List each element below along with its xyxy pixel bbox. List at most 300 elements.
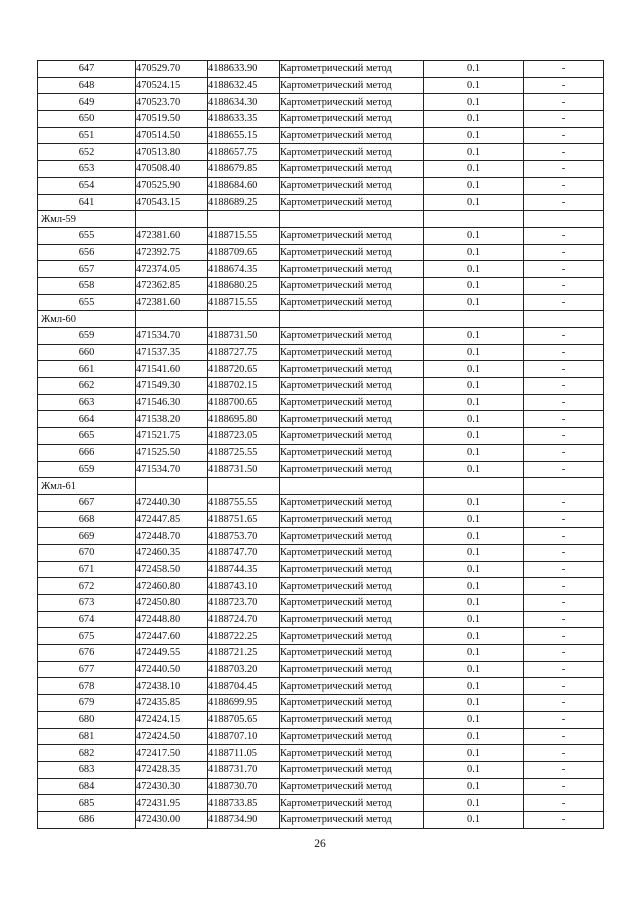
method-cell: Картометрический метод (280, 161, 424, 178)
description-cell: - (524, 161, 604, 178)
method-cell: Картометрический метод (280, 544, 424, 561)
description-cell: - (524, 578, 604, 595)
description-cell: - (524, 394, 604, 411)
description-cell: - (524, 378, 604, 395)
table-row (38, 728, 604, 745)
method-cell: Картометрический метод (280, 595, 424, 612)
y-coordinate-cell: 4188674.35 (208, 261, 280, 278)
accuracy-cell: 0.1 (424, 561, 524, 578)
x-coordinate-cell: 472430.00 (136, 811, 208, 828)
method-cell: Картометрический метод (280, 795, 424, 812)
x-coordinate-cell: 472381.60 (136, 227, 208, 244)
description-cell: - (524, 811, 604, 828)
x-coordinate-cell: 472430.30 (136, 778, 208, 795)
table-row (38, 344, 604, 361)
method-cell: Картометрический метод (280, 628, 424, 645)
accuracy-cell: 0.1 (424, 461, 524, 478)
y-coordinate-cell: 4188633.90 (208, 61, 280, 78)
point-number-cell: 678 (38, 678, 136, 695)
y-coordinate-cell: 4188709.65 (208, 244, 280, 261)
y-coordinate-cell: 4188680.25 (208, 277, 280, 294)
point-number-cell: 673 (38, 595, 136, 612)
point-number-cell: 661 (38, 361, 136, 378)
accuracy-cell: 0.1 (424, 261, 524, 278)
accuracy-cell: 0.1 (424, 628, 524, 645)
point-number-cell: 648 (38, 77, 136, 94)
table-row (38, 711, 604, 728)
x-coordinate-cell: 472440.30 (136, 494, 208, 511)
method-cell: Картометрический метод (280, 811, 424, 828)
accuracy-cell: 0.1 (424, 444, 524, 461)
description-cell: - (524, 61, 604, 78)
point-number-cell: 664 (38, 411, 136, 428)
group-label: Жмл-59 (38, 211, 136, 228)
coordinates-table (37, 60, 604, 829)
table-row (38, 277, 604, 294)
x-coordinate-cell: 472392.75 (136, 244, 208, 261)
method-cell: Картометрический метод (280, 695, 424, 712)
method-cell: Картометрический метод (280, 461, 424, 478)
x-coordinate-cell: 472435.85 (136, 695, 208, 712)
table-row (38, 595, 604, 612)
y-coordinate-cell: 4188634.30 (208, 94, 280, 111)
method-cell: Картометрический метод (280, 494, 424, 511)
x-coordinate-cell: 472428.35 (136, 761, 208, 778)
x-coordinate-cell: 472448.70 (136, 528, 208, 545)
description-cell: - (524, 127, 604, 144)
x-coordinate-cell: 470543.15 (136, 194, 208, 211)
point-number-cell: 685 (38, 795, 136, 812)
x-coordinate-cell: 471549.30 (136, 378, 208, 395)
method-cell: Картометрический метод (280, 778, 424, 795)
point-number-cell: 677 (38, 661, 136, 678)
table-row (38, 161, 604, 178)
table-row (38, 127, 604, 144)
method-cell: Картометрический метод (280, 61, 424, 78)
accuracy-cell: 0.1 (424, 728, 524, 745)
table-row (38, 328, 604, 345)
x-coordinate-cell: 472440.50 (136, 661, 208, 678)
y-coordinate-cell: 4188723.70 (208, 595, 280, 612)
point-number-cell: 670 (38, 544, 136, 561)
point-number-cell: 679 (38, 695, 136, 712)
empty-cell (208, 311, 280, 328)
x-coordinate-cell: 471537.35 (136, 344, 208, 361)
point-number-cell: 655 (38, 227, 136, 244)
table-row (38, 378, 604, 395)
y-coordinate-cell: 4188743.10 (208, 578, 280, 595)
accuracy-cell: 0.1 (424, 611, 524, 628)
accuracy-cell: 0.1 (424, 361, 524, 378)
description-cell: - (524, 511, 604, 528)
x-coordinate-cell: 472447.60 (136, 628, 208, 645)
method-cell: Картометрический метод (280, 561, 424, 578)
method-cell: Картометрический метод (280, 611, 424, 628)
method-cell: Картометрический метод (280, 261, 424, 278)
y-coordinate-cell: 4188731.70 (208, 761, 280, 778)
method-cell: Картометрический метод (280, 661, 424, 678)
point-number-cell: 649 (38, 94, 136, 111)
accuracy-cell: 0.1 (424, 595, 524, 612)
point-number-cell: 656 (38, 244, 136, 261)
y-coordinate-cell: 4188695.80 (208, 411, 280, 428)
method-cell: Картометрический метод (280, 428, 424, 445)
method-cell: Картометрический метод (280, 127, 424, 144)
table-row (38, 544, 604, 561)
accuracy-cell: 0.1 (424, 77, 524, 94)
table-row (38, 77, 604, 94)
x-coordinate-cell: 472431.95 (136, 795, 208, 812)
description-cell: - (524, 528, 604, 545)
y-coordinate-cell: 4188705.65 (208, 711, 280, 728)
table-row (38, 695, 604, 712)
description-cell: - (524, 645, 604, 662)
x-coordinate-cell: 470513.80 (136, 144, 208, 161)
y-coordinate-cell: 4188744.35 (208, 561, 280, 578)
x-coordinate-cell: 472447.85 (136, 511, 208, 528)
x-coordinate-cell: 471534.70 (136, 461, 208, 478)
description-cell: - (524, 111, 604, 128)
table-row (38, 795, 604, 812)
point-number-cell: 666 (38, 444, 136, 461)
x-coordinate-cell: 472458.50 (136, 561, 208, 578)
y-coordinate-cell: 4188707.10 (208, 728, 280, 745)
empty-cell (208, 211, 280, 228)
accuracy-cell: 0.1 (424, 411, 524, 428)
empty-cell (524, 478, 604, 495)
method-cell: Картометрический метод (280, 745, 424, 762)
point-number-cell: 675 (38, 628, 136, 645)
description-cell: - (524, 344, 604, 361)
y-coordinate-cell: 4188755.55 (208, 494, 280, 511)
accuracy-cell: 0.1 (424, 61, 524, 78)
method-cell: Картометрический метод (280, 678, 424, 695)
group-header-row (38, 211, 604, 228)
y-coordinate-cell: 4188733.85 (208, 795, 280, 812)
accuracy-cell: 0.1 (424, 761, 524, 778)
accuracy-cell: 0.1 (424, 177, 524, 194)
method-cell: Картометрический метод (280, 728, 424, 745)
table-row (38, 244, 604, 261)
accuracy-cell: 0.1 (424, 711, 524, 728)
method-cell: Картометрический метод (280, 194, 424, 211)
x-coordinate-cell: 470524.15 (136, 77, 208, 94)
accuracy-cell: 0.1 (424, 795, 524, 812)
table-row (38, 611, 604, 628)
y-coordinate-cell: 4188715.55 (208, 227, 280, 244)
x-coordinate-cell: 471541.60 (136, 361, 208, 378)
table-row (38, 261, 604, 278)
description-cell: - (524, 728, 604, 745)
point-number-cell: 654 (38, 177, 136, 194)
method-cell: Картометрический метод (280, 294, 424, 311)
accuracy-cell: 0.1 (424, 127, 524, 144)
table-row (38, 394, 604, 411)
accuracy-cell: 0.1 (424, 194, 524, 211)
method-cell: Картометрический метод (280, 111, 424, 128)
empty-cell (280, 211, 424, 228)
y-coordinate-cell: 4188731.50 (208, 328, 280, 345)
description-cell: - (524, 428, 604, 445)
description-cell: - (524, 561, 604, 578)
y-coordinate-cell: 4188702.15 (208, 378, 280, 395)
table-row (38, 61, 604, 78)
table-row (38, 144, 604, 161)
empty-cell (524, 311, 604, 328)
point-number-cell: 653 (38, 161, 136, 178)
y-coordinate-cell: 4188730.70 (208, 778, 280, 795)
table-row (38, 811, 604, 828)
table-row (38, 778, 604, 795)
y-coordinate-cell: 4188734.90 (208, 811, 280, 828)
method-cell: Картометрический метод (280, 711, 424, 728)
description-cell: - (524, 277, 604, 294)
method-cell: Картометрический метод (280, 344, 424, 361)
y-coordinate-cell: 4188699.95 (208, 695, 280, 712)
point-number-cell: 641 (38, 194, 136, 211)
y-coordinate-cell: 4188689.25 (208, 194, 280, 211)
accuracy-cell: 0.1 (424, 428, 524, 445)
y-coordinate-cell: 4188751.65 (208, 511, 280, 528)
description-cell: - (524, 628, 604, 645)
accuracy-cell: 0.1 (424, 227, 524, 244)
description-cell: - (524, 227, 604, 244)
description-cell: - (524, 461, 604, 478)
accuracy-cell: 0.1 (424, 544, 524, 561)
accuracy-cell: 0.1 (424, 494, 524, 511)
table-row (38, 578, 604, 595)
method-cell: Картометрический метод (280, 277, 424, 294)
description-cell: - (524, 444, 604, 461)
y-coordinate-cell: 4188655.15 (208, 127, 280, 144)
method-cell: Картометрический метод (280, 94, 424, 111)
x-coordinate-cell: 470508.40 (136, 161, 208, 178)
x-coordinate-cell: 472362.85 (136, 277, 208, 294)
point-number-cell: 669 (38, 528, 136, 545)
accuracy-cell: 0.1 (424, 394, 524, 411)
x-coordinate-cell: 471538.20 (136, 411, 208, 428)
y-coordinate-cell: 4188684.60 (208, 177, 280, 194)
x-coordinate-cell: 470514.50 (136, 127, 208, 144)
accuracy-cell: 0.1 (424, 528, 524, 545)
description-cell: - (524, 194, 604, 211)
x-coordinate-cell: 470519.50 (136, 111, 208, 128)
point-number-cell: 667 (38, 494, 136, 511)
accuracy-cell: 0.1 (424, 745, 524, 762)
x-coordinate-cell: 470523.70 (136, 94, 208, 111)
x-coordinate-cell: 472438.10 (136, 678, 208, 695)
table-row (38, 511, 604, 528)
table-row (38, 294, 604, 311)
table-row (38, 494, 604, 511)
y-coordinate-cell: 4188700.65 (208, 394, 280, 411)
accuracy-cell: 0.1 (424, 344, 524, 361)
accuracy-cell: 0.1 (424, 244, 524, 261)
table-row (38, 94, 604, 111)
empty-cell (280, 311, 424, 328)
empty-cell (280, 478, 424, 495)
description-cell: - (524, 595, 604, 612)
point-number-cell: 665 (38, 428, 136, 445)
y-coordinate-cell: 4188711.05 (208, 745, 280, 762)
empty-cell (136, 478, 208, 495)
table-row (38, 661, 604, 678)
y-coordinate-cell: 4188720.65 (208, 361, 280, 378)
point-number-cell: 681 (38, 728, 136, 745)
y-coordinate-cell: 4188679.85 (208, 161, 280, 178)
y-coordinate-cell: 4188721.25 (208, 645, 280, 662)
point-number-cell: 676 (38, 645, 136, 662)
y-coordinate-cell: 4188727.75 (208, 344, 280, 361)
description-cell: - (524, 778, 604, 795)
empty-cell (136, 211, 208, 228)
method-cell: Картометрический метод (280, 378, 424, 395)
method-cell: Картометрический метод (280, 361, 424, 378)
x-coordinate-cell: 472381.60 (136, 294, 208, 311)
x-coordinate-cell: 470525.90 (136, 177, 208, 194)
accuracy-cell: 0.1 (424, 277, 524, 294)
empty-cell (424, 478, 524, 495)
x-coordinate-cell: 472424.15 (136, 711, 208, 728)
x-coordinate-cell: 471546.30 (136, 394, 208, 411)
page-number: 26 (314, 838, 326, 850)
method-cell: Картометрический метод (280, 144, 424, 161)
accuracy-cell: 0.1 (424, 111, 524, 128)
y-coordinate-cell: 4188703.20 (208, 661, 280, 678)
empty-cell (424, 311, 524, 328)
point-number-cell: 647 (38, 61, 136, 78)
point-number-cell: 686 (38, 811, 136, 828)
description-cell: - (524, 695, 604, 712)
table-row (38, 745, 604, 762)
accuracy-cell: 0.1 (424, 328, 524, 345)
description-cell: - (524, 244, 604, 261)
y-coordinate-cell: 4188632.45 (208, 77, 280, 94)
y-coordinate-cell: 4188723.05 (208, 428, 280, 445)
table-row (38, 645, 604, 662)
accuracy-cell: 0.1 (424, 578, 524, 595)
y-coordinate-cell: 4188725.55 (208, 444, 280, 461)
point-number-cell: 674 (38, 611, 136, 628)
method-cell: Картометрический метод (280, 444, 424, 461)
table-row (38, 461, 604, 478)
y-coordinate-cell: 4188704.45 (208, 678, 280, 695)
point-number-cell: 683 (38, 761, 136, 778)
method-cell: Картометрический метод (280, 244, 424, 261)
table-row (38, 678, 604, 695)
accuracy-cell: 0.1 (424, 94, 524, 111)
table-row (38, 561, 604, 578)
x-coordinate-cell: 472460.35 (136, 544, 208, 561)
table-row (38, 111, 604, 128)
method-cell: Картометрический метод (280, 77, 424, 94)
empty-cell (136, 311, 208, 328)
description-cell: - (524, 711, 604, 728)
y-coordinate-cell: 4188731.50 (208, 461, 280, 478)
accuracy-cell: 0.1 (424, 144, 524, 161)
table-row (38, 227, 604, 244)
table-row (38, 628, 604, 645)
description-cell: - (524, 328, 604, 345)
x-coordinate-cell: 472460.80 (136, 578, 208, 595)
group-header-row (38, 478, 604, 495)
x-coordinate-cell: 471534.70 (136, 328, 208, 345)
description-cell: - (524, 761, 604, 778)
description-cell: - (524, 745, 604, 762)
description-cell: - (524, 177, 604, 194)
y-coordinate-cell: 4188657.75 (208, 144, 280, 161)
description-cell: - (524, 544, 604, 561)
method-cell: Картометрический метод (280, 394, 424, 411)
group-label: Жмл-61 (38, 478, 136, 495)
y-coordinate-cell: 4188722.25 (208, 628, 280, 645)
accuracy-cell: 0.1 (424, 661, 524, 678)
accuracy-cell: 0.1 (424, 645, 524, 662)
accuracy-cell: 0.1 (424, 678, 524, 695)
x-coordinate-cell: 471521.75 (136, 428, 208, 445)
accuracy-cell: 0.1 (424, 511, 524, 528)
description-cell: - (524, 494, 604, 511)
point-number-cell: 682 (38, 745, 136, 762)
description-cell: - (524, 361, 604, 378)
x-coordinate-cell: 470529.70 (136, 61, 208, 78)
point-number-cell: 662 (38, 378, 136, 395)
point-number-cell: 672 (38, 578, 136, 595)
description-cell: - (524, 678, 604, 695)
empty-cell (524, 211, 604, 228)
point-number-cell: 652 (38, 144, 136, 161)
y-coordinate-cell: 4188747.70 (208, 544, 280, 561)
accuracy-cell: 0.1 (424, 378, 524, 395)
method-cell: Картометрический метод (280, 411, 424, 428)
accuracy-cell: 0.1 (424, 778, 524, 795)
y-coordinate-cell: 4188715.55 (208, 294, 280, 311)
x-coordinate-cell: 472417.50 (136, 745, 208, 762)
point-number-cell: 663 (38, 394, 136, 411)
description-cell: - (524, 144, 604, 161)
description-cell: - (524, 294, 604, 311)
y-coordinate-cell: 4188753.70 (208, 528, 280, 545)
point-number-cell: 651 (38, 127, 136, 144)
method-cell: Картометрический метод (280, 511, 424, 528)
description-cell: - (524, 94, 604, 111)
x-coordinate-cell: 472449.55 (136, 645, 208, 662)
table-row (38, 194, 604, 211)
point-number-cell: 680 (38, 711, 136, 728)
x-coordinate-cell: 472450.80 (136, 595, 208, 612)
point-number-cell: 659 (38, 328, 136, 345)
accuracy-cell: 0.1 (424, 161, 524, 178)
description-cell: - (524, 261, 604, 278)
method-cell: Картометрический метод (280, 227, 424, 244)
point-number-cell: 668 (38, 511, 136, 528)
description-cell: - (524, 661, 604, 678)
table-row (38, 528, 604, 545)
point-number-cell: 659 (38, 461, 136, 478)
table-row (38, 177, 604, 194)
point-number-cell: 684 (38, 778, 136, 795)
accuracy-cell: 0.1 (424, 695, 524, 712)
table-row (38, 428, 604, 445)
x-coordinate-cell: 472448.80 (136, 611, 208, 628)
group-header-row (38, 311, 604, 328)
point-number-cell: 657 (38, 261, 136, 278)
point-number-cell: 660 (38, 344, 136, 361)
x-coordinate-cell: 472424.50 (136, 728, 208, 745)
method-cell: Картометрический метод (280, 528, 424, 545)
coordinates-table-body (38, 61, 604, 829)
method-cell: Картометрический метод (280, 578, 424, 595)
